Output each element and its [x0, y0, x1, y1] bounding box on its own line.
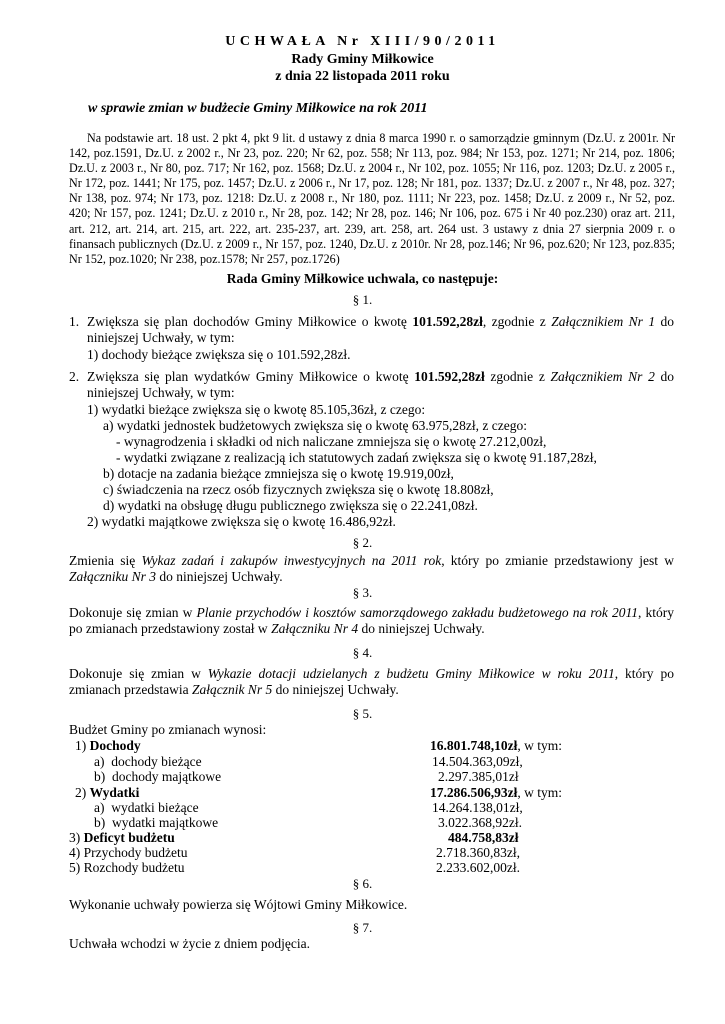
- budget-value-revenue: [430, 738, 562, 754]
- resolution-title: UCHWAŁA Nr XIII/90/2011: [225, 34, 500, 49]
- budget-row-num: a): [94, 800, 105, 815]
- budget-value-suffix: , w tym:: [517, 785, 563, 800]
- section-4-document-ref: Wykazie dotacji udzielanych z budżetu Gminy Miłkowice w roku 2011: [207, 666, 615, 681]
- section-7-text: Uchwała wchodzi w życie z dniem podjęcia.: [69, 936, 311, 951]
- council-name: Rady Gminy Miłkowice: [291, 52, 434, 67]
- point-2-line-2: a) wydatki jednostek budżetowych zwiększa się o kwotę 63.975,28zł, z czego:: [103, 418, 527, 433]
- budget-value-outgoings: 2.233.602,00zł.: [436, 860, 520, 875]
- section-1-heading: § 1.: [352, 292, 373, 307]
- point-2-text-a: Zwiększa się plan wydatków Gminy Miłkowice o kwotę: [87, 369, 415, 384]
- budget-row-num: a): [94, 754, 105, 769]
- budget-value-expenditure: [430, 785, 562, 801]
- budget-value: 484.758,83zł: [448, 830, 519, 845]
- budget-row-income: [69, 845, 187, 861]
- section-2-annex-ref: Załączniku Nr 3: [69, 569, 157, 585]
- point-2-line-3: - wynagrodzenia i składki od nich naliczane zmniejsza się o kwotę 27.212,00zł,: [116, 434, 547, 449]
- legal-basis-paragraph: Na podstawie art. 18 ust. 2 pkt 4, pkt 9 lit. d ustawy z dnia 8 marca 1990 r. o samorządzie gminnym (Dz.U. z 2001r. Nr 142, poz.1591, Dz.U. z 2002 r., Nr 23, poz. 220; Nr 62, poz. 558; Nr 113, poz. 984; Nr 153, poz. 1271; Nr 214, poz. 1806; Dz.U. z 2003 r., Nr 80, poz. 717; Nr 162, poz. 1568; Dz.U. z 2004 r., Nr 102, poz. 1055; Nr 116, poz. 1203; Dz.U. z 2005 r., Nr 172, poz. 1441; Nr 175, poz. 1457; Dz.U. z 2006 r., Nr 17, poz. 128; Nr 181, poz. 1337; Dz.U. z 2007 r., Nr 48, poz. 327; Nr 138, poz. 974; Nr 173, poz. 1218: Dz.U. z 2008 r., Nr 180, poz. 1111; Nr 223, poz. 1458; Dz.U. z 2009 r., Nr 52, poz. 420; Nr 157, poz. 1241; Dz.U. z 2010 r., Nr 28, poz. 142; Nr 28, poz. 146; Nr 106, poz. 675 i Nr 40 poz.230) oraz art. 211, art. 212, art. 214, art. 215, art. 222, art. 235-237, art. 239, art. 258, art. 264 ust. 3 ustawy z dnia 27 sierpnia 2009 r. o finansach publicznych (Dz.U. z 2009 r., Nr 157, poz. 1240, Dz.U. z 2010r. Nr 28, poz.146; Nr 96, poz.620; Nr 123, poz.835; Nr 152, poz.1020; Nr 238, poz.1578; Nr 257, poz.1726): [69, 131, 675, 266]
- budget-row-outgoings: [69, 860, 184, 876]
- section-6-text: Wykonanie uchwały powierza się Wójtowi Gminy Miłkowice.: [69, 897, 408, 912]
- section-2-text-a: Zmienia się: [69, 553, 142, 568]
- point-2-number: 2.: [69, 369, 80, 384]
- section-3-text-a: Dokonuje się zmian w: [69, 605, 197, 620]
- point-1-text-b: , zgodnie z: [482, 314, 552, 329]
- section-3-text: [69, 605, 674, 638]
- section-4-heading: § 4.: [352, 645, 373, 660]
- budget-row-num: b): [94, 815, 106, 830]
- point-1-text-c: do niniejszej Uchwały, w tym:: [87, 314, 675, 346]
- section-3-text-c: do niniejszej Uchwały.: [358, 621, 485, 637]
- section-7-heading: § 7.: [352, 920, 373, 935]
- budget-row-num: b): [94, 769, 106, 784]
- budget-value: 16.801.748,10zł: [430, 738, 518, 753]
- budget-value-property-revenue: 2.297.385,01zł: [438, 769, 519, 784]
- budget-value-deficit: [448, 830, 519, 846]
- budget-value-current-revenue: 14.504.363,09zł,: [432, 754, 523, 769]
- point-2-text: [87, 369, 674, 402]
- section-2-heading: § 2.: [352, 535, 373, 550]
- budget-value-property-expenditure: 3.022.368,92zł.: [438, 815, 522, 830]
- budget-value-suffix: , w tym:: [517, 738, 563, 753]
- budget-row-current-expenditure: [94, 800, 199, 816]
- budget-value-income: 2.718.360,83zł,: [436, 845, 520, 860]
- budget-row-label: Rozchody budżetu: [83, 860, 185, 875]
- budget-value-current-expenditure: 14.264.138,01zł,: [432, 800, 523, 815]
- point-2-line-8: 2) wydatki majątkowe zwiększa się o kwotę 16.486,92zł.: [87, 514, 396, 529]
- budget-row-label: Przychody budżetu: [83, 845, 188, 860]
- resolution-subject: w sprawie zmian w budżecie Gminy Miłkowice na rok 2011: [88, 101, 428, 116]
- budget-row-label: Wydatki: [89, 785, 140, 800]
- section-3-document-ref: Planie przychodów i kosztów samorządowego zakładu budżetowego na rok 2011: [196, 605, 638, 620]
- section-2-text-c: do niniejszej Uchwały.: [156, 569, 283, 585]
- section-6-heading: § 6.: [352, 876, 373, 891]
- point-2-line-1: 1) wydatki bieżące zwiększa się o kwotę 85.105,36zł, z czego:: [87, 402, 426, 417]
- budget-row-num: 2): [75, 785, 87, 800]
- budget-row-label: dochody bieżące: [111, 754, 202, 769]
- budget-row-label: wydatki bieżące: [111, 800, 199, 815]
- budget-row-label: dochody majątkowe: [112, 769, 222, 784]
- section-4-text-c: do niniejszej Uchwały.: [272, 682, 399, 698]
- section-3-annex-ref: Załączniku Nr 4: [271, 621, 359, 637]
- section-4-text-a: Dokonuje się zmian w: [69, 666, 208, 681]
- point-2-line-4: - wydatki związane z realizacją ich statutowych zadań zwiększa się o kwotę 91.187,28zł,: [116, 450, 597, 465]
- point-1-annex-ref: Załącznikiem Nr 1: [551, 314, 656, 329]
- budget-row-label: Deficyt budżetu: [83, 830, 175, 845]
- budget-row-num: 5): [69, 860, 81, 875]
- point-2-line-6: c) świadczenia na rzecz osób fizycznych zwiększa się o kwotę 18.808zł,: [103, 482, 494, 497]
- section-4-text: [69, 666, 674, 699]
- point-1-item-1: 1) dochody bieżące zwiększa się o 101.592,28zł.: [87, 347, 351, 362]
- budget-row-revenue: [75, 738, 141, 754]
- budget-row-num: 1): [75, 738, 87, 753]
- budget-row-property-revenue: [94, 769, 221, 785]
- point-2-annex-ref: Załącznikiem Nr 2: [550, 369, 655, 384]
- section-4-text-b: , który po zmianach przedstawia: [69, 666, 674, 698]
- budget-row-label: Dochody: [89, 738, 141, 753]
- budget-row-property-expenditure: [94, 815, 218, 831]
- section-4-annex-ref: Załącznik Nr 5: [191, 682, 273, 698]
- section-3-text-b: , który po zmianach przedstawiony został w: [69, 605, 675, 637]
- point-1-text-a: Zwiększa się plan dochodów Gminy Miłkowice o kwotę: [87, 314, 413, 329]
- budget-row-num: 3): [69, 830, 81, 845]
- section-2-document-ref: Wykaz zadań i zakupów inwestycyjnych na 2011 rok: [141, 553, 442, 568]
- budget-row-label: wydatki majątkowe: [112, 815, 219, 830]
- section-2-text-b: , który po zmianie przedstawiony jest w: [441, 553, 675, 568]
- budget-row-current-revenue: [94, 754, 202, 770]
- point-2-text-b: zgodnie z: [484, 369, 551, 384]
- resolution-date: z dnia 22 listopada 2011 roku: [275, 69, 450, 84]
- section-3-heading: § 3.: [352, 585, 373, 600]
- budget-intro: Budżet Gminy po zmianach wynosi:: [69, 722, 267, 737]
- point-1-number: 1.: [69, 314, 80, 329]
- point-1-text: [87, 314, 674, 347]
- section-5-heading: § 5.: [352, 706, 373, 721]
- point-1-amount: 101.592,28zł: [412, 314, 483, 329]
- point-2-amount: 101.592,28zł: [414, 369, 485, 384]
- point-2-line-5: b) dotacje na zadania bieżące zmniejsza się o kwotę 19.919,00zł,: [103, 466, 454, 481]
- resolves-heading: Rada Gminy Miłkowice uchwala, co następuje:: [226, 271, 499, 286]
- section-2-text: [69, 553, 674, 586]
- budget-row-expenditure: [75, 785, 139, 801]
- budget-row-num: 4): [69, 845, 81, 860]
- point-2-line-7: d) wydatki na obsługę długu publicznego zwiększa się o 22.241,08zł.: [103, 498, 478, 513]
- budget-value: 17.286.506,93zł: [430, 785, 518, 800]
- budget-row-deficit: [69, 830, 175, 846]
- point-2-text-c: do niniejszej Uchwały, w tym:: [87, 369, 674, 401]
